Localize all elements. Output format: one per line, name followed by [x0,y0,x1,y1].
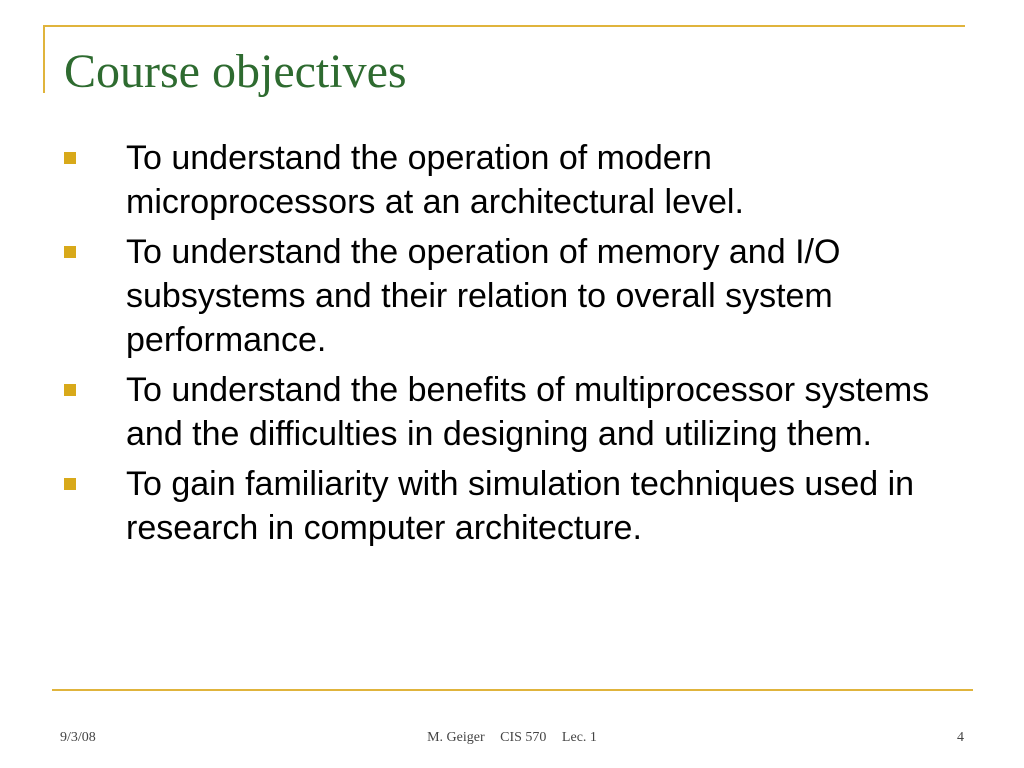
footer-page-number: 4 [957,730,964,745]
bullet-text: To understand the operation of modern microprocessors at an architectural level. [126,139,744,221]
bullet-text: To gain familiarity with simulation techniques used in research in computer architecture. [126,465,915,547]
footer-divider [52,689,973,691]
bullet-text: To understand the benefits of multiprocessor systems and the difficulties in designing and utilizing them. [126,371,930,453]
footer-author: M. Geiger [427,730,485,745]
square-bullet-icon [64,478,76,490]
list-item [64,368,964,456]
square-bullet-icon [64,152,76,164]
footer-lecture: Lec. 1 [561,730,597,745]
footer-course: CIS 570 [500,730,547,745]
footer-info [0,730,1024,746]
footer-date: 9/3/08 [60,730,96,745]
frame-left-line [43,25,45,93]
list-item [64,136,964,224]
frame-top-line [43,25,965,27]
square-bullet-icon [64,384,76,396]
bullet-text: To understand the operation of memory and I/O subsystems and their relation to overall system performance. [126,233,841,359]
list-item [64,230,964,362]
square-bullet-icon [64,246,76,258]
objective-list [64,136,964,556]
list-item [64,462,964,550]
slide-title: Course objectives [64,45,407,98]
